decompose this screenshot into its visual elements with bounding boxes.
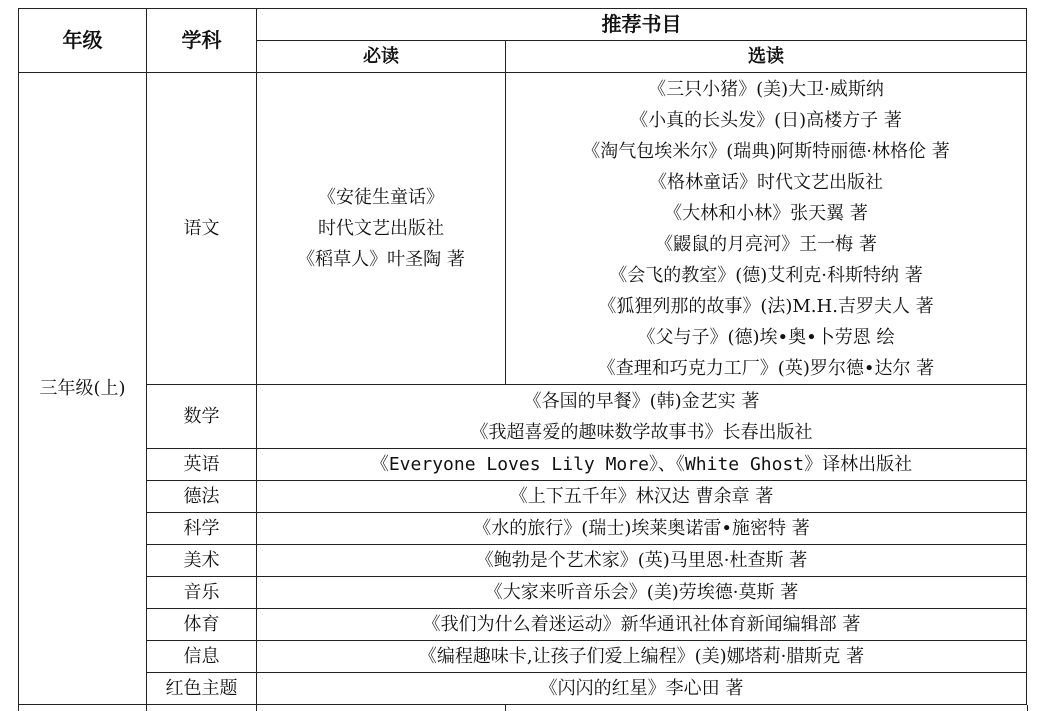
subject-row-music [19, 577, 1027, 609]
morality-books: 《上下五千年》林汉达 曹余章 著 [257, 481, 1027, 513]
subject-morality: 德法 [147, 481, 257, 513]
subject-chinese: 语文 [147, 73, 257, 385]
science-books: 《水的旅行》(瑞士)埃莱奥诺雷•施密特 著 [257, 513, 1027, 545]
book-list-table [18, 8, 1027, 705]
optional-book: 《淘气包埃米尔》(瑞典)阿斯特丽德·林格伦 著 [582, 140, 950, 162]
math-books [257, 385, 1027, 449]
subject-row-pe [19, 609, 1027, 641]
math-row [19, 385, 1027, 449]
subject-math: 数学 [147, 385, 257, 449]
red-theme-books: 《闪闪的红星》李心田 著 [257, 673, 1027, 705]
english-books: 《Everyone Loves Lily More》、《White Ghost》译林出版社 [257, 449, 1027, 481]
subject-row-english [19, 449, 1027, 481]
it-books: 《编程趣味卡,让孩子们爱上编程》(美)娜塔莉·腊斯克 著 [257, 641, 1027, 673]
art-books: 《鲍勃是个艺术家》(英)马里恩·杜查斯 著 [257, 545, 1027, 577]
math-book: 《各国的早餐》(韩)金艺实 著 [523, 390, 760, 412]
subject-row-red-theme [19, 673, 1027, 705]
optional-book: 《父与子》(德)埃•奥•卜劳恩 绘 [637, 326, 895, 348]
header-row [19, 9, 1027, 41]
required-book: 《安徒生童话》 [318, 187, 444, 208]
subject-pe: 体育 [147, 609, 257, 641]
optional-book: 《查理和巧克力工厂》(英)罗尔德•达尔 著 [597, 357, 935, 379]
column-divider [505, 705, 506, 711]
required-book: 《稻草人》叶圣陶 著 [297, 249, 465, 270]
pe-books: 《我们为什么着迷运动》新华通讯社体育新闻编辑部 著 [257, 609, 1027, 641]
subject-header: 学科 [147, 9, 257, 73]
subject-science: 科学 [147, 513, 257, 545]
optional-book: 《大林和小林》张天翼 著 [664, 202, 868, 224]
math-book: 《我超喜爱的趣味数学故事书》长春出版社 [470, 421, 813, 443]
subject-row-art [19, 545, 1027, 577]
optional-book: 《三只小猪》(美)大卫·威斯纳 [648, 78, 884, 100]
optional-book: 《小真的长头发》(日)高楼方子 著 [630, 109, 902, 131]
subject-red-theme: 红色主题 [147, 673, 257, 705]
column-divider [256, 705, 257, 711]
recommended-header: 推荐书目 [257, 9, 1027, 41]
subject-art: 美术 [147, 545, 257, 577]
optional-book: 《鼹鼠的月亮河》王一梅 著 [655, 233, 877, 255]
chinese-optional-books [506, 73, 1027, 385]
subject-row-it [19, 641, 1027, 673]
subject-music: 音乐 [147, 577, 257, 609]
optional-book: 《狐狸列那的故事》(法)M.H.吉罗夫人 著 [598, 295, 934, 317]
subject-it: 信息 [147, 641, 257, 673]
column-divider [146, 705, 147, 711]
subject-row-science [19, 513, 1027, 545]
optional-book: 《格林童话》时代文艺出版社 [649, 171, 883, 193]
grade-cell: 三年级(上) [19, 73, 147, 705]
grade-header: 年级 [19, 9, 147, 73]
next-table-row-edge [18, 705, 1028, 711]
chinese-row [19, 73, 1027, 385]
optional-header: 选读 [506, 41, 1027, 73]
music-books: 《大家来听音乐会》(美)劳埃德·莫斯 著 [257, 577, 1027, 609]
optional-book: 《会飞的教室》(德)艾利克·科斯特纳 著 [609, 264, 923, 286]
required-header: 必读 [257, 41, 506, 73]
subject-english: 英语 [147, 449, 257, 481]
subject-row-morality [19, 481, 1027, 513]
chinese-required-books [257, 73, 506, 385]
required-book: 时代文艺出版社 [318, 218, 444, 239]
